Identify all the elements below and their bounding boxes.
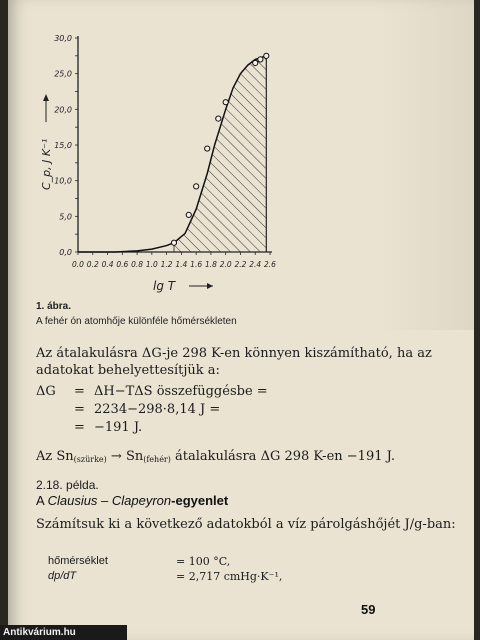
x-tick-label: 1.8 <box>204 260 217 269</box>
data-row <box>48 555 282 570</box>
equation-row <box>36 419 268 437</box>
y-axis-title: C_p, J K⁻¹ <box>40 138 53 190</box>
y-tick-label: 0,0 <box>59 248 72 257</box>
x-axis-title: lg T <box>153 279 176 293</box>
x-tick-label: 1.0 <box>145 260 158 269</box>
y-tick-label: 15,0 <box>54 141 72 150</box>
data-point <box>253 60 258 65</box>
x-tick-label: 1.4 <box>175 260 188 269</box>
data-point <box>194 184 199 189</box>
equation-lhs <box>36 419 74 437</box>
book-page <box>8 0 474 640</box>
figure-caption: A fehér ón atomhője különféle hőmérsékleten <box>36 316 237 327</box>
y-tick-label: 25,0 <box>54 69 72 79</box>
subscript: (szürke) <box>73 455 107 464</box>
y-tick-label: 10,0 <box>54 176 72 186</box>
example-number: 2.18. példa. <box>36 478 99 492</box>
data-row <box>48 570 282 585</box>
subscript: (fehér) <box>143 455 171 464</box>
y-axis-arrow-head <box>43 94 49 101</box>
x-tick-label: 0.8 <box>131 260 144 269</box>
y-tick-label: 30,0 <box>54 34 72 43</box>
data-point <box>171 240 176 245</box>
data-value: = 100 °C, <box>176 555 231 568</box>
data-point <box>186 212 191 217</box>
equation-rhs: ΔH−TΔS összefüggésbe = <box>94 384 268 399</box>
data-value: = 2,717 cmHg·K⁻¹, <box>176 570 283 583</box>
x-axis-arrow-head <box>207 283 213 289</box>
data-point <box>205 146 210 151</box>
equation-lhs <box>36 401 74 419</box>
paragraph-calculation: Számítsuk ki a következő adatokból a víz párolgáshőjét J/g-ban: <box>36 517 456 532</box>
x-tick-label: 0.0 <box>72 260 84 269</box>
figure-number: 1. ábra. <box>36 301 72 312</box>
data-point <box>216 116 221 121</box>
text-run: átalakulásra ΔG 298 K-en −191 J. <box>170 449 395 464</box>
equation-rel: = <box>74 420 85 435</box>
equation-rhs: −191 J. <box>94 420 143 435</box>
equation-row <box>36 383 268 401</box>
x-tick-label: 1.2 <box>160 260 173 269</box>
x-tick-label: 2.6 <box>264 260 276 269</box>
title-part: A <box>36 493 48 508</box>
equation-rhs: 2234−298·8,14 J = <box>94 402 221 417</box>
equation-rel: = <box>74 384 85 399</box>
data-label: dp/dT <box>48 570 77 582</box>
x-tick-label: 2.0 <box>219 260 232 269</box>
equation-rel: = <box>74 402 85 417</box>
paragraph-tin-transition <box>36 448 466 468</box>
equation-row <box>36 401 268 419</box>
x-tick-label: 0.2 <box>86 260 99 269</box>
title-bold: -egyenlet <box>171 493 229 508</box>
text-run: → Sn <box>106 449 144 464</box>
x-tick-label: 2.2 <box>234 260 247 269</box>
x-tick-label: 0.6 <box>116 260 129 269</box>
x-tick-label: 1.6 <box>190 260 203 269</box>
data-point <box>264 53 269 58</box>
equation-lhs: ΔG <box>36 384 56 399</box>
data-point <box>258 57 263 62</box>
data-point <box>223 100 228 105</box>
data-table <box>48 555 282 585</box>
x-tick-label: 0.4 <box>101 260 114 269</box>
watermark-logo: Antikvárium.hu <box>0 625 127 640</box>
y-tick-label: 5,0 <box>59 212 72 222</box>
y-tick-label: 20,0 <box>54 105 72 115</box>
title-italic: Clausius – Clapeyron <box>47 493 172 508</box>
heat-capacity-chart <box>8 0 474 300</box>
data-label: hőmérséklet <box>48 555 108 567</box>
hatched-area <box>174 56 266 252</box>
paragraph-delta-g: Az átalakulásra ΔG-je 298 K-en könnyen kiszámítható, ha az adatokat behelyettesítjük a: <box>36 346 432 378</box>
text-run: Az Sn <box>36 449 74 464</box>
equation-block <box>36 383 268 437</box>
example-title <box>36 493 228 508</box>
x-tick-label: 2.4 <box>249 260 262 269</box>
page-number: 59 <box>361 602 376 617</box>
